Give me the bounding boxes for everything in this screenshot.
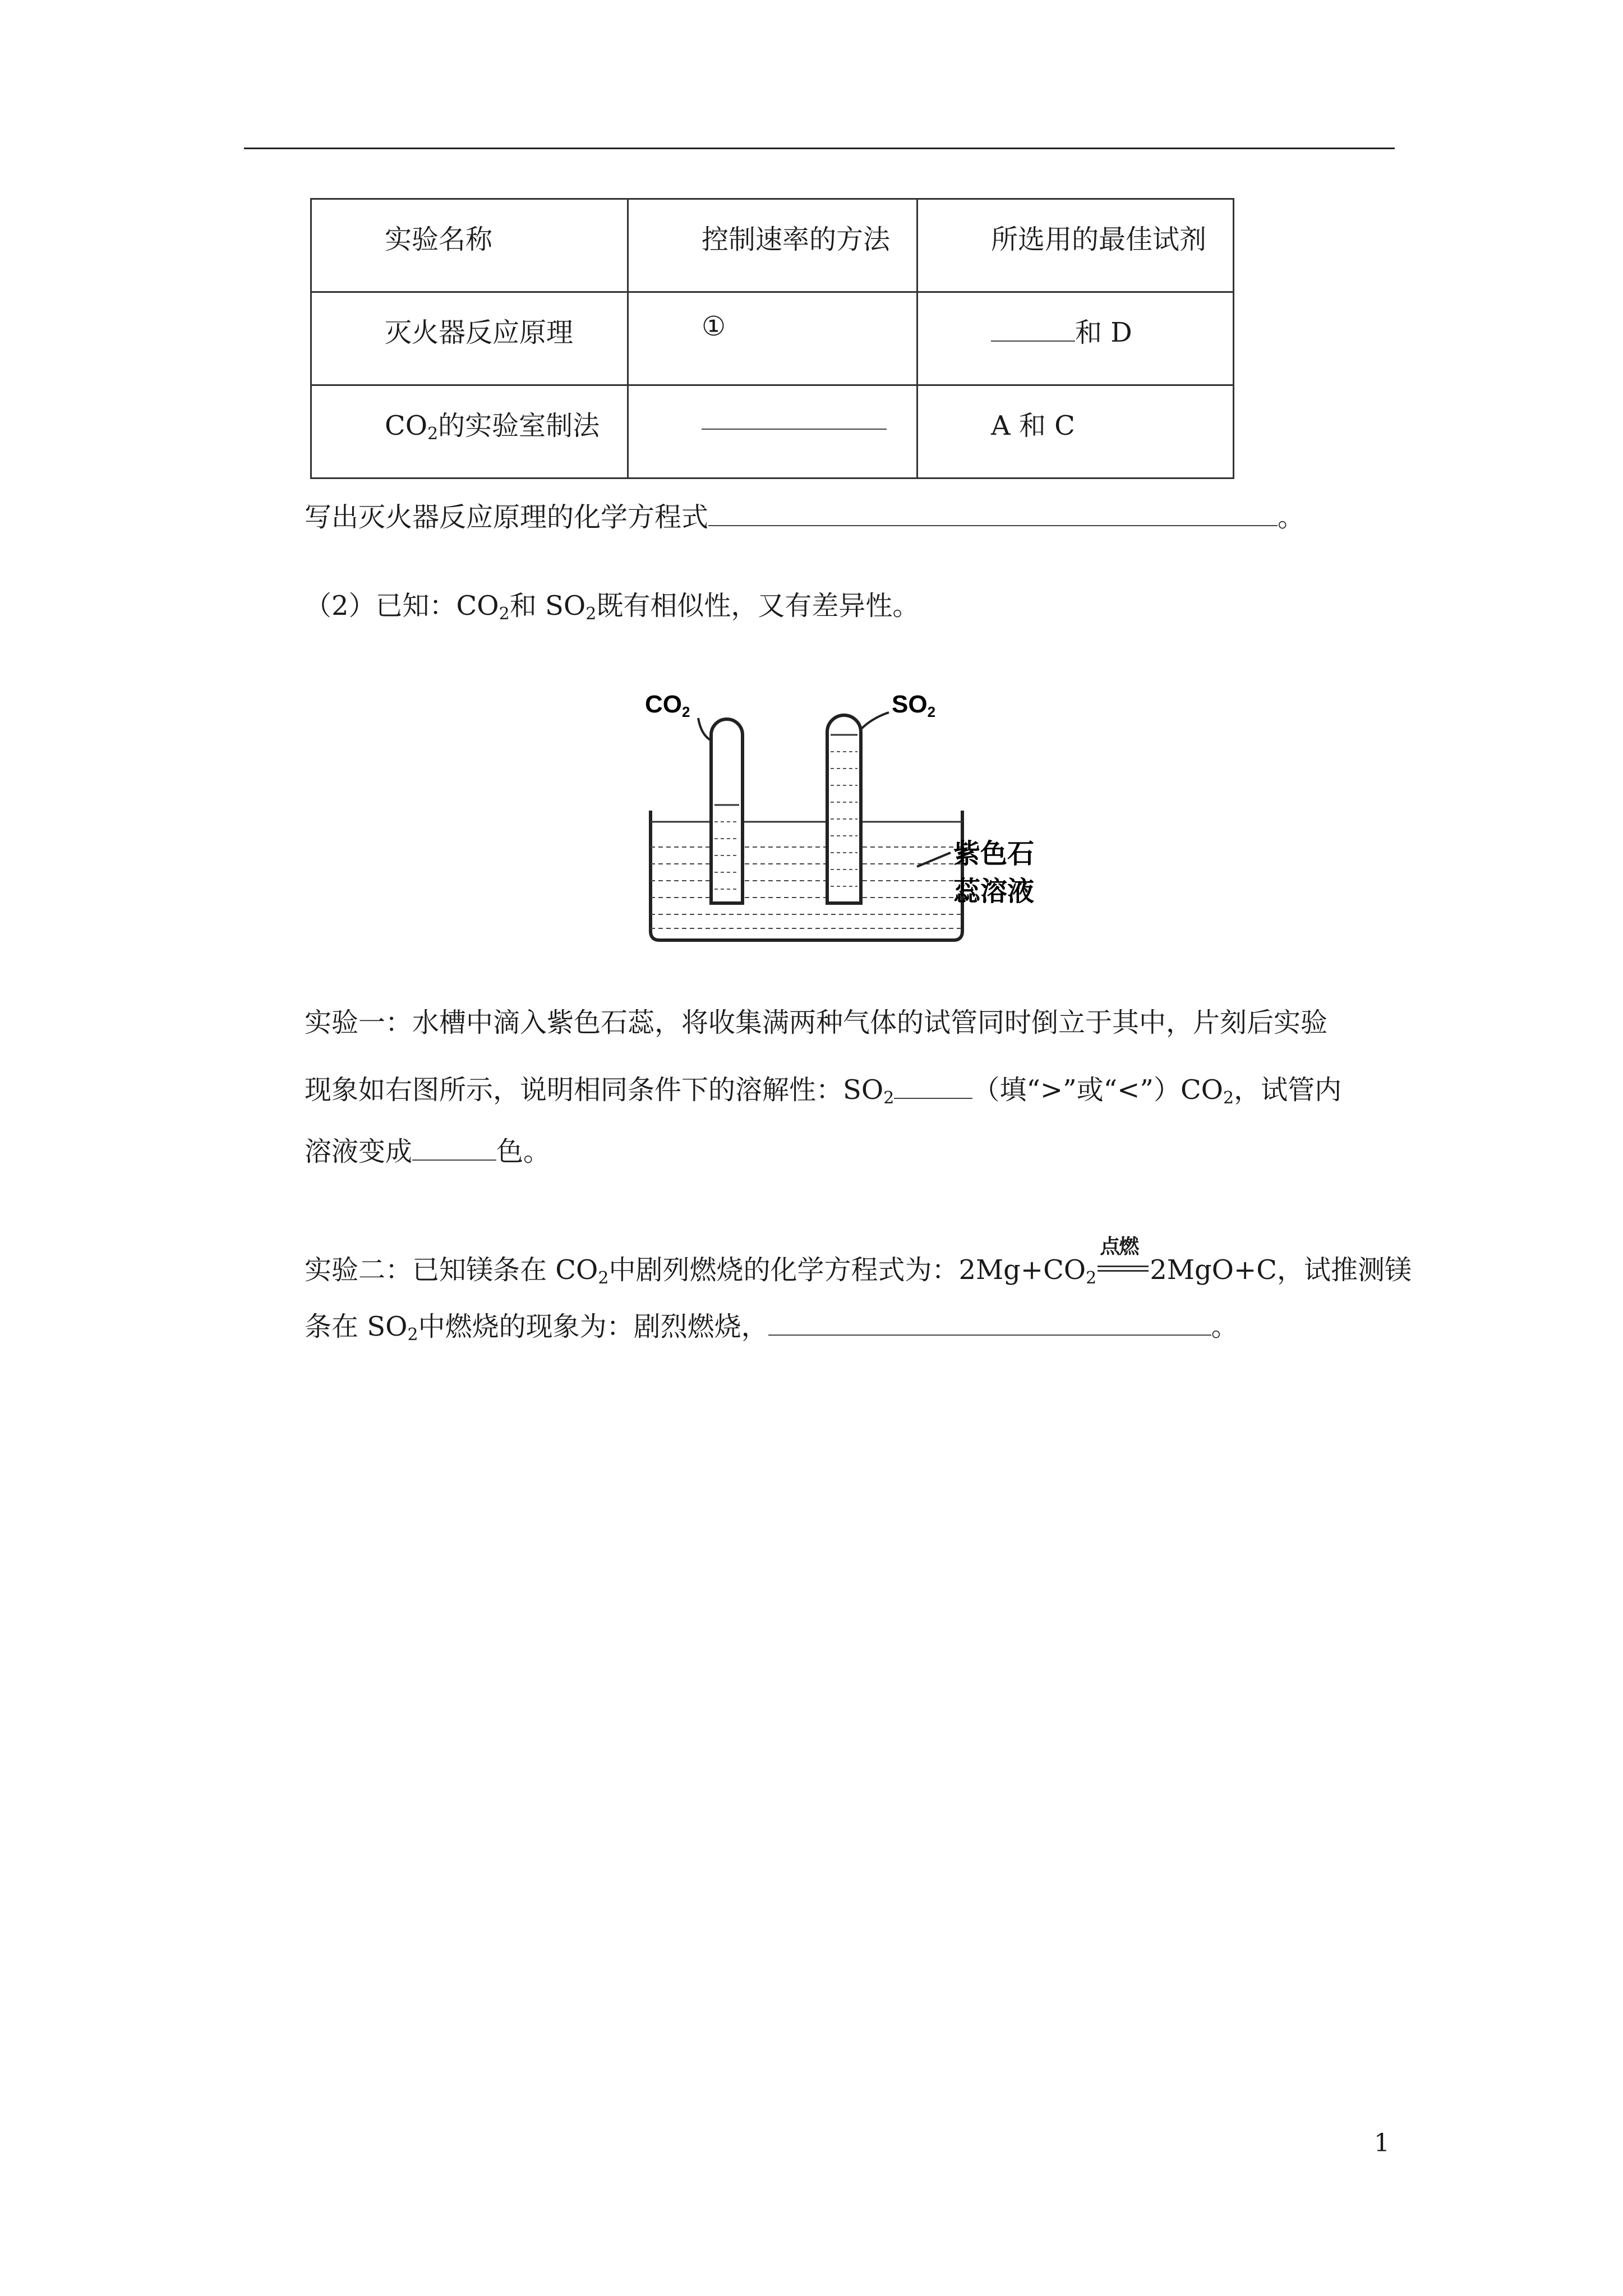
- so2-test-tube: [827, 712, 889, 903]
- reaction-condition: 点燃: [1096, 1245, 1150, 1279]
- gas-solubility-figure: [639, 679, 1066, 959]
- experiment-2-line-2: 条在 $SO_2$中燃烧的现象为：剧烈燃烧， 。: [305, 1311, 1238, 1345]
- experiment-1-line-2: 现象如右图所示，说明相同条件下的溶解性：$SO_2$ （填“>”或“$<”)CO_2$，试管内: [305, 1074, 1342, 1108]
- row2-name: $CO_2$的实验室制法: [385, 410, 600, 444]
- row1-method: ①: [702, 311, 726, 342]
- experiment-1-line-3: 溶液变成 色。: [305, 1136, 551, 1167]
- answer-blank[interactable]: [702, 404, 887, 430]
- answer-blank[interactable]: [768, 1310, 1211, 1336]
- question-2-intro: （2）已知：$CO_2$和 $SO_2$既有相似性，又有差异性。: [305, 590, 920, 624]
- co2-test-tube: [698, 718, 743, 903]
- solution-label-line2: 蕊溶液: [953, 877, 1035, 907]
- row1-reagent: 和 D: [918, 293, 1233, 349]
- solution-pointer: [917, 853, 951, 867]
- solution-label-line1: 紫色石: [953, 839, 1035, 869]
- experiment-2-line-1: 实验二：已知镁条在 $CO_2$中剧列燃烧的化学方程式为：$2Mg+CO_2$ 点燃 2MgO+C，试推测镁: [305, 1235, 1412, 1288]
- table-row: [311, 292, 1234, 385]
- answer-blank[interactable]: [708, 498, 1278, 526]
- table-row: [311, 385, 1234, 478]
- experiment-table: [310, 198, 1234, 479]
- answer-blank[interactable]: [894, 1073, 972, 1099]
- co2-label: CO2: [645, 691, 690, 720]
- header-rate-control: 控制速率的方法: [702, 224, 891, 255]
- row2-reagent: A 和 C: [991, 410, 1075, 441]
- water-trough: [651, 811, 962, 940]
- answer-blank[interactable]: [412, 1135, 496, 1161]
- header-experiment-name: 实验名称: [385, 224, 493, 255]
- table-header-row: [311, 199, 1234, 292]
- experiment-1-line-1: 实验一：水槽中滴入紫色石蕊，将收集满两种气体的试管同时倒立于其中，片刻后实验: [305, 1007, 1328, 1038]
- page-number: 1: [1374, 2129, 1390, 2157]
- so2-label: SO2: [892, 691, 936, 720]
- row2-method: [629, 386, 916, 436]
- row1-name: 灭火器反应原理: [385, 317, 574, 348]
- equation-question: 写出灭火器反应原理的化学方程式 。: [305, 498, 1304, 534]
- header-rule: [244, 148, 1395, 149]
- header-best-reagent: 所选用的最佳试剂: [991, 224, 1207, 255]
- answer-blank[interactable]: [991, 341, 1075, 342]
